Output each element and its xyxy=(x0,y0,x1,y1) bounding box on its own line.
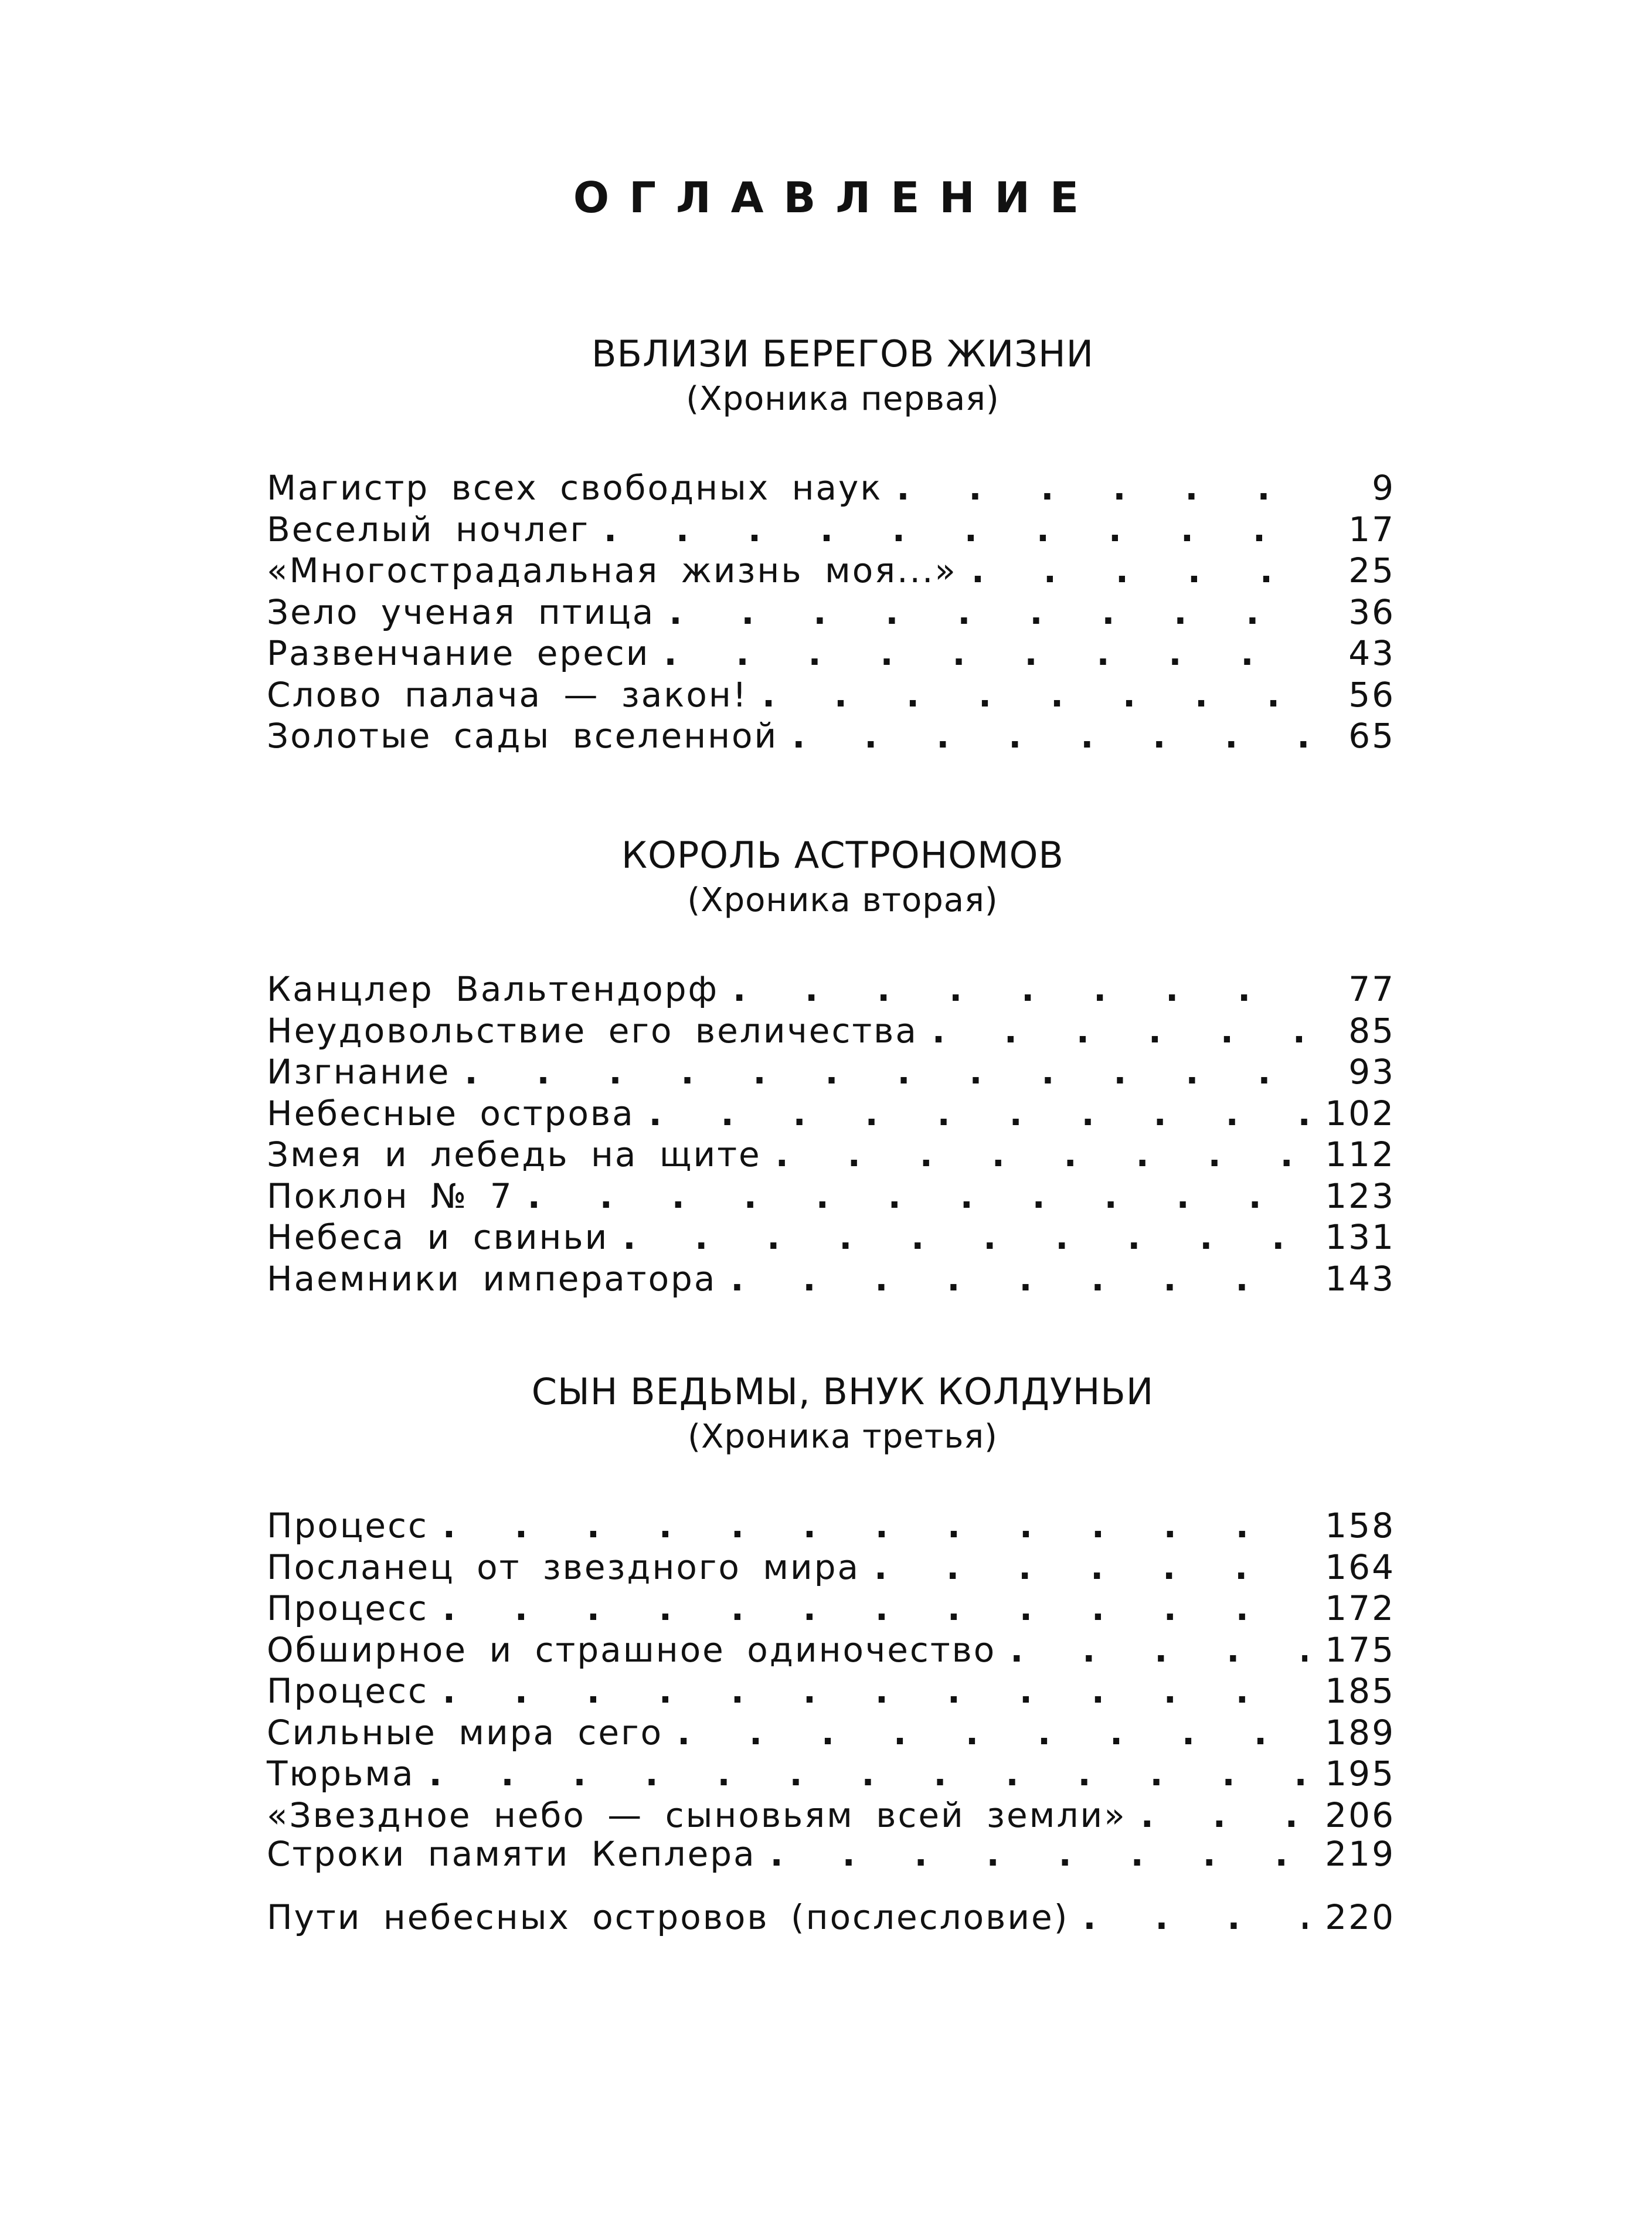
page-number: 17 xyxy=(1348,509,1395,549)
toc-entry-list xyxy=(267,969,1395,1299)
page-number: 85 xyxy=(1348,1010,1395,1051)
page-number: 112 xyxy=(1325,1135,1395,1174)
entry-title: Процесс xyxy=(267,1671,429,1711)
dot-leader xyxy=(762,1134,1307,1176)
page-number: 93 xyxy=(1348,1052,1395,1092)
toc-entry-list xyxy=(267,467,1395,757)
page-number: 219 xyxy=(1325,1834,1395,1874)
section-subtitle: (Хроника вторая) xyxy=(687,881,998,919)
dot-leader xyxy=(609,1217,1307,1258)
page-number: 9 xyxy=(1372,468,1395,508)
toc-entry[interactable] xyxy=(267,1886,1395,1949)
dot-leader xyxy=(635,1093,1307,1135)
toc-entry[interactable] xyxy=(267,1134,1395,1176)
page-number: 56 xyxy=(1348,674,1395,715)
toc-entry[interactable] xyxy=(267,1588,1395,1629)
page-number: 164 xyxy=(1325,1547,1395,1587)
section-subtitle: (Хроника третья) xyxy=(688,1418,998,1456)
toc-entry[interactable] xyxy=(267,1505,1395,1547)
section-title: КОРОЛЬ АСТРОНОМОВ xyxy=(621,834,1064,877)
entry-title: Неудовольствие его величества xyxy=(267,1010,918,1051)
dot-leader xyxy=(415,1753,1307,1795)
toc-entry[interactable] xyxy=(267,509,1395,551)
dot-leader xyxy=(514,1176,1307,1217)
dot-leader xyxy=(429,1505,1307,1547)
page-number: 102 xyxy=(1325,1093,1395,1133)
entry-title: Сильные мира сего xyxy=(267,1712,664,1752)
toc-entry[interactable] xyxy=(267,633,1395,674)
entry-title: Процесс xyxy=(267,1588,429,1628)
toc-entry[interactable] xyxy=(267,1217,1395,1258)
page-number: 175 xyxy=(1325,1629,1395,1670)
page-number: 195 xyxy=(1325,1754,1395,1794)
toc-entry[interactable] xyxy=(267,1258,1395,1300)
page-number: 206 xyxy=(1325,1795,1395,1835)
dot-leader xyxy=(716,1258,1307,1300)
entry-title: Слово палача — закон! xyxy=(267,674,748,715)
page-title: ОГЛАВЛЕНИЕ xyxy=(573,173,1099,222)
toc-entry[interactable] xyxy=(267,674,1395,716)
entry-title: Изгнание xyxy=(267,1052,451,1092)
entry-title: Небесные острова xyxy=(267,1093,635,1133)
dot-leader xyxy=(655,592,1307,633)
entry-title: Строки памяти Кеплера xyxy=(267,1834,756,1874)
page-number: 189 xyxy=(1325,1712,1395,1752)
toc-entry[interactable] xyxy=(267,969,1395,1010)
toc-entry[interactable] xyxy=(267,1010,1395,1052)
page-number: 172 xyxy=(1325,1588,1395,1628)
toc-entry[interactable] xyxy=(267,1822,1395,1886)
toc-entry-list xyxy=(267,1505,1395,1836)
section-header xyxy=(290,1369,1395,1459)
page-number: 36 xyxy=(1348,592,1395,632)
dot-leader xyxy=(756,1822,1307,1886)
page-number: 185 xyxy=(1325,1671,1395,1711)
toc-entry[interactable] xyxy=(267,1547,1395,1588)
dot-leader xyxy=(778,715,1307,757)
entry-title: Посланец от звездного мира xyxy=(267,1547,861,1587)
toc-extra-entries xyxy=(267,1822,1395,1949)
entry-title: Зело ученая птица xyxy=(267,592,655,632)
page-number: 143 xyxy=(1325,1258,1395,1299)
page-number: 65 xyxy=(1348,716,1395,756)
page-number: 131 xyxy=(1325,1217,1395,1257)
toc-entry[interactable] xyxy=(267,467,1395,509)
entry-title: Поклон № 7 xyxy=(267,1176,514,1216)
toc-entry[interactable] xyxy=(267,1093,1395,1135)
section-title: СЫН ВЕДЬМЫ, ВНУК КОЛДУНЬИ xyxy=(531,1370,1154,1413)
page-number: 220 xyxy=(1325,1897,1395,1937)
section-header xyxy=(290,331,1395,422)
entry-title: Магистр всех свободных наук xyxy=(267,468,883,508)
toc-entry[interactable] xyxy=(267,1176,1395,1217)
dot-leader xyxy=(429,1670,1307,1712)
dot-leader xyxy=(957,550,1307,592)
entry-title: «Звездное небо — сыновьям всей земли» xyxy=(267,1795,1127,1835)
section-header xyxy=(290,833,1395,923)
entry-title: Развенчание ереси xyxy=(267,633,650,673)
entry-title: Золотые сады вселенной xyxy=(267,716,779,756)
toc-section-3 xyxy=(267,1369,1395,1836)
entry-title: Процесс xyxy=(267,1506,429,1546)
toc-entry[interactable] xyxy=(267,1753,1395,1795)
toc-entry[interactable] xyxy=(267,592,1395,633)
toc-section-2 xyxy=(267,833,1395,1299)
toc-entry[interactable] xyxy=(267,550,1395,592)
page-number: 158 xyxy=(1325,1506,1395,1546)
page-number: 77 xyxy=(1348,969,1395,1009)
dot-leader xyxy=(590,509,1307,551)
section-subtitle: (Хроника первая) xyxy=(686,380,1000,418)
entry-title: Пути небесных островов (послесловие) xyxy=(267,1897,1069,1937)
entry-title: Обширное и страшное одиночество xyxy=(267,1629,997,1670)
entry-title: Канцлер Вальтендорф xyxy=(267,969,719,1009)
toc-entry[interactable] xyxy=(267,1051,1395,1093)
dot-leader xyxy=(1069,1886,1307,1949)
entry-title: «Многострадальная жизнь моя...» xyxy=(267,551,957,590)
dot-leader xyxy=(748,674,1307,716)
page-number: 123 xyxy=(1325,1176,1395,1216)
toc-entry[interactable] xyxy=(267,1629,1395,1671)
dot-leader xyxy=(663,1712,1307,1754)
toc-entry[interactable] xyxy=(267,1670,1395,1712)
dot-leader xyxy=(918,1010,1307,1052)
entry-title: Тюрьма xyxy=(267,1754,415,1794)
page-number: 43 xyxy=(1348,633,1395,673)
dot-leader xyxy=(650,633,1307,674)
dot-leader xyxy=(719,969,1307,1010)
section-title: ВБЛИЗИ БЕРЕГОВ ЖИЗНИ xyxy=(592,332,1094,375)
dot-leader xyxy=(450,1051,1307,1093)
toc-entry[interactable] xyxy=(267,1712,1395,1754)
dot-leader xyxy=(429,1588,1307,1629)
entry-title: Наемники императора xyxy=(267,1258,717,1299)
entry-title: Змея и лебедь на щите xyxy=(267,1135,762,1174)
page-number: 25 xyxy=(1348,551,1395,590)
dot-leader xyxy=(882,467,1307,509)
dot-leader xyxy=(996,1629,1307,1671)
entry-title: Небеса и свиньи xyxy=(267,1217,609,1257)
entry-title: Веселый ночлег xyxy=(267,509,590,549)
toc-entry[interactable] xyxy=(267,715,1395,757)
toc-section-1 xyxy=(267,331,1395,757)
dot-leader xyxy=(860,1547,1307,1588)
